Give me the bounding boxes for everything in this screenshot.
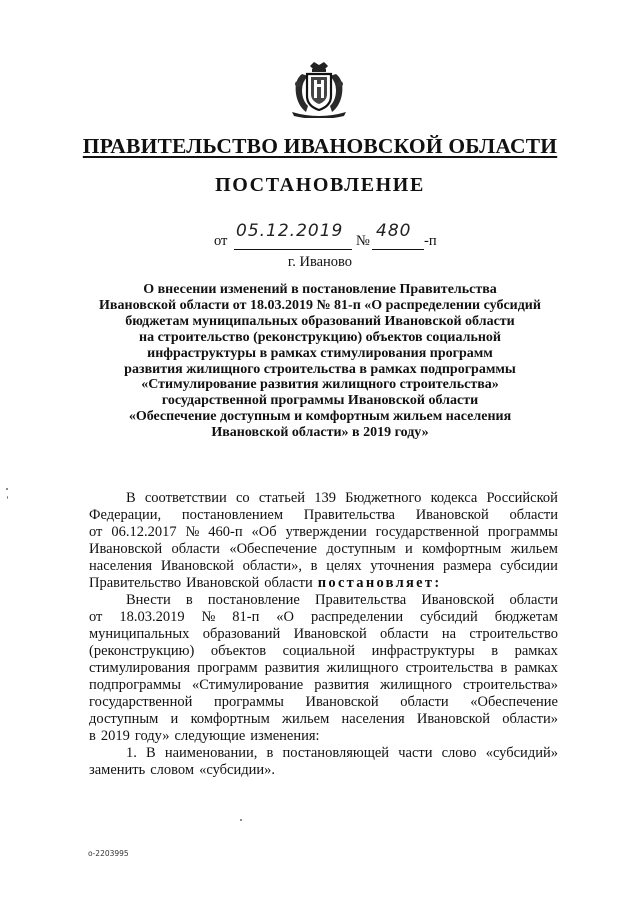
subject-line: Ивановской области от 18.03.2019 № 81-п «О распределении субсидий xyxy=(99,297,541,313)
scan-speck xyxy=(240,819,242,821)
body-line: подпрограммы «Стимулирование развития жилищного строительства» xyxy=(89,677,558,693)
body-line: доступным и комфортным жильем населения Ивановской области» xyxy=(89,711,558,727)
body-line: муниципальных образований Ивановской области на строительство xyxy=(89,626,558,642)
body-line: заменить словом «субсидии». xyxy=(89,762,275,778)
number-underline xyxy=(372,249,424,250)
government-title-text: ПРАВИТЕЛЬСТВО ИВАНОВСКОЙ ОБЛАСТИ xyxy=(82,134,558,158)
resolution-subject xyxy=(80,282,560,441)
decree-keyword: постановляет: xyxy=(317,575,442,591)
coat-of-arms-emblem xyxy=(288,60,350,118)
document-type: ПОСТАНОВЛЕНИЕ xyxy=(215,174,425,196)
body-line: Внести в постановление Правительства Ивановской области xyxy=(126,592,558,608)
body-line: населения Ивановской области», в целях уточнения размера субсидии xyxy=(89,558,558,574)
body-line: в 2019 году» следующие изменения: xyxy=(89,728,320,744)
subject-line: государственной программы Ивановской области xyxy=(161,393,479,409)
body-line: В соответствии со статьей 139 Бюджетного кодекса Российской xyxy=(126,490,558,506)
city: г. Иваново xyxy=(287,254,353,270)
handwritten-date: 05.12.2019 xyxy=(236,221,344,241)
subject-line: «Обеспечение доступным и комфортным жильем населения xyxy=(128,409,512,425)
number-suffix: -п xyxy=(424,233,437,249)
subject-line: на строительство (реконструкцию) объектов социальной xyxy=(139,329,501,345)
resolution-body xyxy=(89,490,558,779)
subject-line: «Стимулирование развития жилищного строительства» xyxy=(141,377,499,393)
body-line: от 06.12.2017 № 460-п «Об утверждении государственной программы xyxy=(89,524,558,540)
government-title xyxy=(0,134,640,159)
document-code: о-2203995 xyxy=(88,849,129,858)
date-underline xyxy=(234,249,352,250)
date-prefix: от xyxy=(214,233,228,249)
subject-line: Ивановской области» в 2019 году» xyxy=(211,425,429,441)
subject-line: инфраструктуры в рамках стимулирования программ xyxy=(147,345,493,361)
scan-speck xyxy=(6,488,8,490)
body-line: Правительство Ивановской области постановляет: xyxy=(89,575,442,591)
handwritten-number: 480 xyxy=(376,221,412,241)
number-prefix: № xyxy=(356,233,370,249)
subject-line: О внесении изменений в постановление Правительства xyxy=(143,282,497,297)
body-line: стимулирования программ развития жилищного строительства в рамках xyxy=(89,660,558,676)
body-line: от 18.03.2019 № 81-п «О распределении субсидий бюджетам xyxy=(89,609,558,625)
body-line: государственной программы Ивановской области «Обеспечение xyxy=(89,694,558,710)
subject-line: бюджетам муниципальных образований Ивановской области xyxy=(125,313,515,329)
body-line: 1. В наименовании, в постановляющей части слово «субсидий» xyxy=(126,745,558,761)
body-line: Федерации, постановлением Правительства Ивановской области xyxy=(89,507,558,523)
scan-speck xyxy=(7,496,8,499)
body-line: Ивановской области «Обеспечение доступным и комфортным жильем xyxy=(89,541,558,557)
subject-line: развития жилищного строительства в рамках подпрограммы xyxy=(124,361,516,377)
body-line: (реконструкцию) объектов социальной инфраструктуры в рамках xyxy=(89,643,558,659)
